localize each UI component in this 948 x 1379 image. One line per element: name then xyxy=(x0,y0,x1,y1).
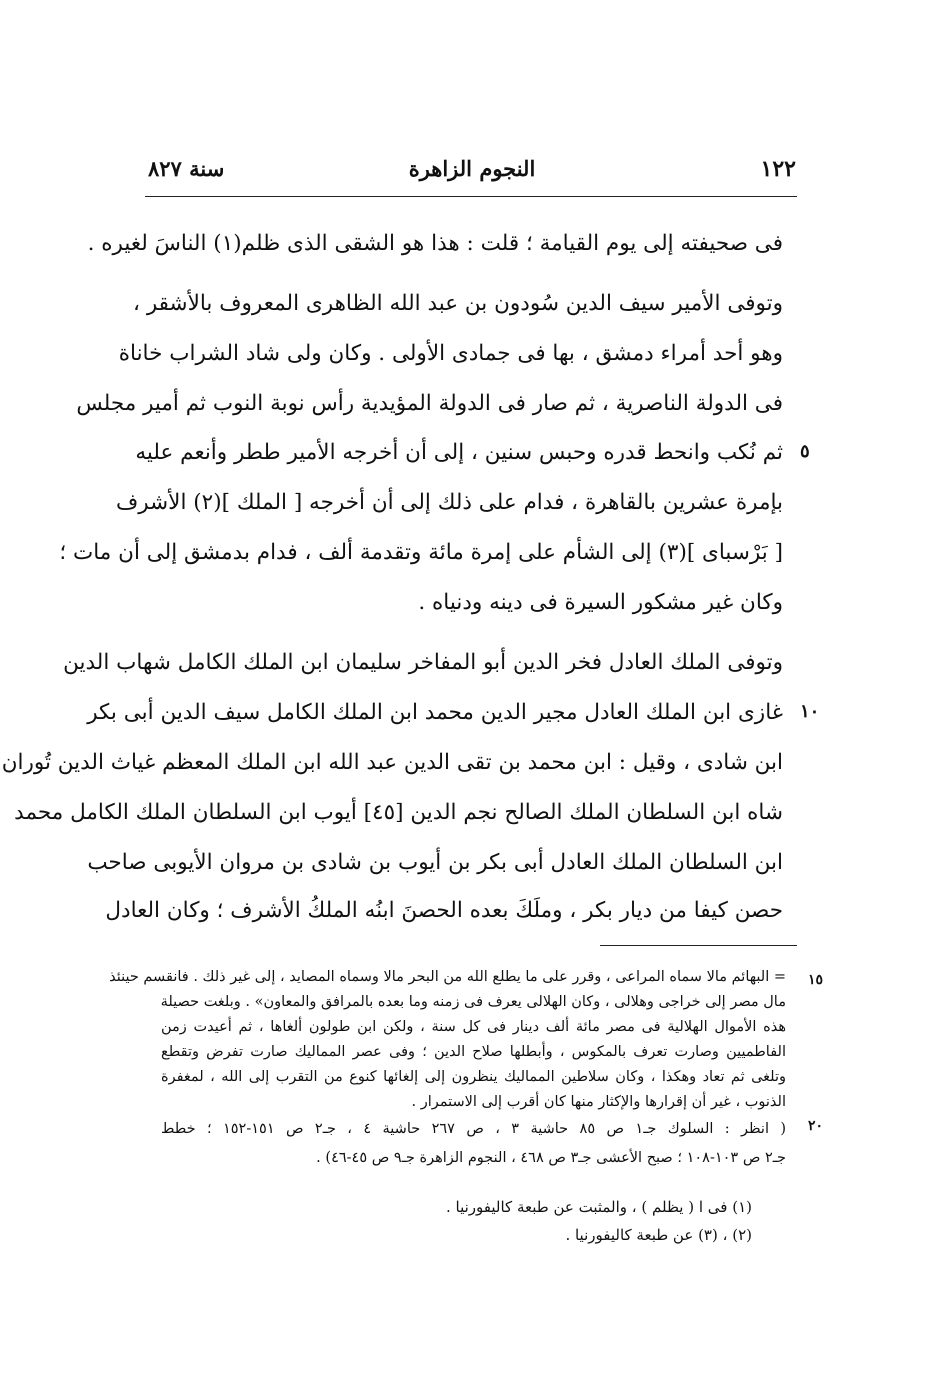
footnote-line: ( انظر : السلوك جـ١ ص ٨٥ حاشية ٣ ، ص ٢٦٧ حاشية ٤ ، جـ٢ ص ١٥١-١٥٢ ؛ خطط xyxy=(161,1121,787,1137)
line-number: ٢٠ xyxy=(808,1118,824,1134)
line-number: ١٠ xyxy=(800,701,820,722)
body-line: فى صحيفته إلى يوم القيامة ؛ قلت : هذا هو الشقى الذى ظلم(١) الناسَ لغيره . xyxy=(87,231,783,256)
body-line: فى الدولة الناصرية ، ثم صار فى الدولة المؤيدية رأس نوبة النوب ثم أمير مجلس xyxy=(76,391,783,416)
body-line: [ بَرْسباى ](٣) إلى الشأم على إمرة مائة وتقدمة ألف ، فدام بدمشق إلى أن مات ؛ xyxy=(59,540,783,565)
footnote-rule xyxy=(600,945,797,946)
body-line: ابن السلطان الملك العادل أبى بكر بن أيوب بن شادى بن مروان الأيوبى صاحب xyxy=(87,850,783,875)
body-line: بإمرة عشرين بالقاهرة ، فدام على ذلك إلى أن أخرجه [ الملك ](٢) الأشرف xyxy=(116,490,783,515)
footnote-line: = البهائم مالا سماه المراعى ، وقرر على ما يطلع الله من البحر مالا وسماه المصايد ، إلى غير ذلك . فانقسم حينئذ xyxy=(109,969,786,985)
body-line: غازى ابن الملك العادل مجير الدين محمد ابن الملك الكامل سيف الدين أبى بكر xyxy=(87,700,783,725)
footnote-line: الفاطميين وصارت تعرف بالمكوس ، وأبطلها صلاح الدين ؛ وفى عصر المماليك صارت تفرض وتقطع xyxy=(161,1044,786,1060)
footnote-line: وتلغى ثم تعاد وهكذا ، وكان سلاطين المماليك ينظرون إلى إلغائها كنوع من التقرب إلى الله ، لمغفرة xyxy=(161,1069,786,1085)
header-rule xyxy=(145,196,797,197)
footnote-line: مال مصر إلى خراجى وهلالى ، وكان الهلالى يعرف فى زمنه وما بعده بالمرافق والمعاون» . وبلغت حصيلة xyxy=(160,994,786,1010)
line-number: ١٥ xyxy=(808,972,824,988)
book-title: النجوم الزاهرة xyxy=(408,156,536,181)
footnote-line: الذنوب ، غير أن إقرارها والإكثار منها كان أقرب إلى الاستمرار . xyxy=(411,1094,786,1110)
footnote-line: جـ٢ ص ١٠٣-١٠٨ ؛ صبح الأعشى جـ٣ ص ٤٦٨ ، النجوم الزاهرة جـ٩ ص ٤٥-٤٦) . xyxy=(316,1150,786,1166)
body-line: ابن شادى ، وقيل : ابن محمد بن تقى الدين عبد الله ابن الملك المعظم غياث الدين تُوران xyxy=(1,750,783,775)
body-line: وتوفى الملك العادل فخر الدين أبو المفاخر سليمان ابن الملك الكامل شهاب الدين xyxy=(63,650,783,675)
body-line: ثم نُكب وانحط قدره وحبس سنين ، إلى أن أخرجه الأمير ططر وأنعم عليه xyxy=(135,440,783,465)
year-label: سنة ٨٢٧ xyxy=(148,156,225,181)
body-line: شاه ابن السلطان الملك الصالح نجم الدين [٤٥] أيوب ابن السلطان الملك الكامل محمد xyxy=(14,800,783,825)
footnote-line: هذه الأموال الهلالية فى مصر مائة ألف دينار فى كل سنة ، ولكن ابن طولون ألغاها ، ثم أعيدت زمن xyxy=(161,1019,786,1035)
body-line: وكان غير مشكور السيرة فى دينه ودنياه . xyxy=(418,590,783,615)
running-header xyxy=(148,150,796,194)
page-number: ١٢٢ xyxy=(760,156,796,182)
body-line: وتوفى الأمير سيف الدين سُودون بن عبد الله الظاهرى المعروف بالأشقر ، xyxy=(133,291,783,316)
body-line: وهو أحد أمراء دمشق ، بها فى جمادى الأولى . وكان ولى شاد الشراب خاناة xyxy=(118,341,783,366)
line-number: ٥ xyxy=(800,441,810,462)
editorial-note: (١) فى ا ( يظلم ) ، والمثبت عن طبعة كاليفورنيا . xyxy=(445,1198,752,1216)
body-line: حصن كيفا من ديار بكر ، وملَكَ بعده الحصنَ ابنُه الملكُ الأشرف ؛ وكان العادل xyxy=(105,898,783,923)
editorial-note: (٢) ، (٣) عن طبعة كاليفورنيا . xyxy=(565,1226,752,1244)
